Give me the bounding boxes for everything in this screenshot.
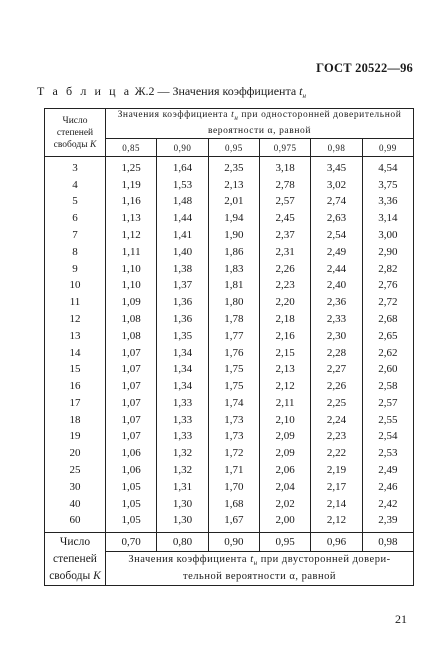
table-cell: 1,48 bbox=[172, 195, 193, 208]
table-cell: 1,35 bbox=[172, 329, 193, 342]
table-cell: 17 bbox=[69, 396, 81, 409]
table-cell: 2,58 bbox=[378, 380, 398, 393]
table-cell: 2,10 bbox=[275, 413, 295, 426]
table-cell: 2,25 bbox=[326, 396, 347, 409]
table-cell: 4 bbox=[72, 178, 78, 191]
table-cell: 2,82 bbox=[378, 262, 398, 275]
table-cell: 10 bbox=[69, 279, 81, 292]
two-sided-prob: 0,98 bbox=[362, 533, 413, 552]
page-number: 21 bbox=[395, 612, 407, 626]
prob-header: 0,85 bbox=[106, 139, 157, 157]
table-cell: 2,49 bbox=[326, 245, 347, 258]
k-symbol: K bbox=[89, 139, 97, 150]
table-cell: 2,62 bbox=[378, 346, 398, 359]
table-cell: 1,13 bbox=[121, 212, 141, 225]
table-cell: 1,36 bbox=[172, 296, 193, 309]
table-cell: 1,08 bbox=[121, 329, 141, 342]
table-cell: 1,06 bbox=[121, 447, 141, 460]
table-cell: 8 bbox=[72, 245, 78, 258]
table-cell: 1,64 bbox=[172, 161, 193, 174]
table-cell: 2,22 bbox=[326, 447, 347, 460]
table-cell: 1,05 bbox=[121, 497, 141, 510]
prob-header: 0,98 bbox=[311, 139, 362, 157]
table-cell: 1,67 bbox=[224, 514, 244, 527]
table-cell: 2,57 bbox=[275, 195, 295, 208]
table-cell: 2,14 bbox=[326, 497, 347, 510]
prob-header: 0,95 bbox=[208, 139, 259, 157]
table-cell: 1,74 bbox=[224, 396, 244, 409]
table-cell: 1,33 bbox=[172, 396, 193, 409]
table-cell: 3,75 bbox=[378, 178, 398, 191]
table-cell: 1,76 bbox=[224, 346, 244, 359]
table-cell: 2,74 bbox=[326, 195, 347, 208]
table-cell: 60 bbox=[69, 514, 81, 527]
table-cell: 6 bbox=[72, 212, 78, 225]
two-sided-description-line1: Значения коэффициента $t_н$ при двусторонней довери- bbox=[128, 554, 391, 567]
table-cell: 19 bbox=[69, 430, 81, 443]
table-cell: 2,37 bbox=[275, 228, 295, 241]
prob-header: 0,975 bbox=[259, 139, 310, 157]
table-cell: 2,30 bbox=[326, 329, 347, 342]
table-cell: 2,72 bbox=[378, 296, 398, 309]
table-cell: 1,10 bbox=[121, 262, 141, 275]
footer-k-label bbox=[45, 533, 106, 586]
table-cell: 2,31 bbox=[275, 245, 295, 258]
one-sided-header bbox=[106, 109, 414, 139]
table-cell: 1,06 bbox=[121, 464, 141, 477]
table-cell: 2,39 bbox=[378, 514, 398, 527]
two-sided-probability-row bbox=[45, 533, 414, 552]
two-sided-prob: 0,80 bbox=[157, 533, 208, 552]
table-cell: 1,40 bbox=[172, 245, 193, 258]
table-cell: 1,77 bbox=[224, 329, 244, 342]
table-cell: 1,07 bbox=[121, 430, 141, 443]
table-cell: 2,76 bbox=[378, 279, 398, 292]
table-cell: 2,02 bbox=[275, 497, 295, 510]
table-cell: 1,34 bbox=[172, 380, 193, 393]
caption-title: Значения коэффициента bbox=[172, 84, 297, 98]
table-cell: 1,16 bbox=[121, 195, 141, 208]
table-cell: 3,00 bbox=[378, 228, 398, 241]
table-cell: 2,13 bbox=[275, 363, 295, 376]
table-cell: 1,90 bbox=[224, 228, 244, 241]
values-column-090 bbox=[157, 157, 208, 533]
table-cell: 2,17 bbox=[326, 480, 347, 493]
caption-dash: — bbox=[157, 84, 170, 98]
table-cell: 1,73 bbox=[224, 413, 244, 426]
table-cell: 2,12 bbox=[275, 380, 295, 393]
table-cell: 2,26 bbox=[326, 380, 347, 393]
table-cell: 16 bbox=[69, 380, 81, 393]
two-sided-prob: 0,96 bbox=[311, 533, 362, 552]
table-cell: 12 bbox=[69, 312, 81, 325]
table-cell: 1,07 bbox=[121, 346, 141, 359]
table-cell: 2,40 bbox=[326, 279, 347, 292]
table-cell: 2,54 bbox=[326, 228, 347, 241]
table-cell: 2,49 bbox=[378, 464, 398, 477]
table-cell: 1,07 bbox=[121, 396, 141, 409]
table-cell: 1,19 bbox=[121, 178, 141, 191]
table-cell: 2,09 bbox=[275, 430, 295, 443]
table-cell: 1,36 bbox=[172, 312, 193, 325]
table-cell: 2,33 bbox=[326, 312, 347, 325]
table-cell: 2,12 bbox=[326, 514, 347, 527]
two-sided-prob: 0,90 bbox=[208, 533, 259, 552]
table-cell: 2,65 bbox=[378, 329, 398, 342]
table-cell: 11 bbox=[69, 296, 81, 309]
table-cell: 1,33 bbox=[172, 413, 193, 426]
table-cell: 2,46 bbox=[378, 480, 398, 493]
caption-symbol: t bbox=[299, 84, 303, 98]
table-cell: 2,57 bbox=[378, 396, 398, 409]
table-cell: 2,78 bbox=[275, 178, 295, 191]
prob-header: 0,99 bbox=[362, 139, 413, 157]
table-cell: 2,26 bbox=[275, 262, 295, 275]
table-cell: 1,10 bbox=[121, 279, 141, 292]
table-cell: 2,63 bbox=[326, 212, 347, 225]
k-header-line: свободы K bbox=[53, 139, 97, 150]
standard-code: ГОСТ 20522—96 bbox=[316, 61, 413, 75]
values-column-099 bbox=[362, 157, 413, 533]
table-cell: 25 bbox=[69, 464, 81, 477]
table-cell: 1,34 bbox=[172, 363, 193, 376]
table-cell: 1,44 bbox=[172, 212, 193, 225]
table-cell: 1,05 bbox=[121, 514, 141, 527]
table-cell: 40 bbox=[69, 497, 81, 510]
table-cell: 1,72 bbox=[224, 447, 244, 460]
footer-k-line: степеней bbox=[53, 552, 97, 565]
table-cell: 3,36 bbox=[378, 195, 398, 208]
table-cell: 1,53 bbox=[172, 178, 193, 191]
table-cell: 2,44 bbox=[326, 262, 347, 275]
k-values-column bbox=[45, 157, 106, 533]
table-cell: 1,07 bbox=[121, 363, 141, 376]
table-cell: 2,23 bbox=[275, 279, 295, 292]
table-cell: 1,83 bbox=[224, 262, 244, 275]
table-cell: 1,86 bbox=[224, 245, 244, 258]
table-cell: 1,09 bbox=[121, 296, 141, 309]
table-cell: 2,11 bbox=[275, 396, 295, 409]
table-caption bbox=[37, 84, 306, 100]
table-cell: 1,38 bbox=[172, 262, 193, 275]
k-column-header bbox=[45, 109, 106, 157]
table-cell: 1,25 bbox=[121, 161, 141, 174]
table-cell: 2,28 bbox=[326, 346, 347, 359]
two-sided-prob: 0,95 bbox=[259, 533, 310, 552]
table-cell: 2,16 bbox=[275, 329, 295, 342]
table-cell: 1,37 bbox=[172, 279, 193, 292]
table-cell: 5 bbox=[72, 195, 78, 208]
table-cell: 2,00 bbox=[275, 514, 295, 527]
table-cell: 2,36 bbox=[326, 296, 347, 309]
table-cell: 2,18 bbox=[275, 312, 295, 325]
table-cell: 1,75 bbox=[224, 363, 244, 376]
table-cell: 1,75 bbox=[224, 380, 244, 393]
table-cell: 1,70 bbox=[224, 480, 244, 493]
values-column-095 bbox=[208, 157, 259, 533]
table-cell: 2,68 bbox=[378, 312, 398, 325]
table-cell: 1,81 bbox=[224, 279, 244, 292]
table-cell: 2,23 bbox=[326, 430, 347, 443]
table-cell: 1,07 bbox=[121, 413, 141, 426]
table-cell: 2,27 bbox=[326, 363, 347, 376]
table-cell: 1,30 bbox=[172, 514, 193, 527]
table-cell: 1,11 bbox=[121, 245, 141, 258]
footer-k-line: Число bbox=[59, 535, 91, 548]
table-cell: 3,14 bbox=[378, 212, 398, 225]
table-cell: 3 bbox=[72, 161, 78, 174]
table-cell: 1,94 bbox=[224, 212, 244, 225]
table-cell: 4,54 bbox=[378, 161, 398, 174]
data-row bbox=[45, 157, 414, 533]
table-cell: 2,45 bbox=[275, 212, 295, 225]
table-cell: 2,54 bbox=[378, 430, 398, 443]
values-column-098 bbox=[311, 157, 362, 533]
table-cell: 3,18 bbox=[275, 161, 295, 174]
table-cell: 1,32 bbox=[172, 464, 193, 477]
table-cell: 2,53 bbox=[378, 447, 398, 460]
prob-header: 0,90 bbox=[157, 139, 208, 157]
table-cell: 1,08 bbox=[121, 312, 141, 325]
table-cell: 1,71 bbox=[224, 464, 244, 477]
table-cell: 2,04 bbox=[275, 480, 295, 493]
two-sided-description-line2: тельной вероятности α, равной bbox=[183, 571, 336, 582]
table-cell: 2,90 bbox=[378, 245, 398, 258]
one-sided-header-line2: вероятности α, равной bbox=[207, 126, 312, 136]
two-sided-description bbox=[106, 552, 414, 586]
table-cell: 3,02 bbox=[326, 178, 347, 191]
table-cell: 2,42 bbox=[378, 497, 398, 510]
coefficient-table bbox=[44, 108, 414, 586]
table-cell: 1,78 bbox=[224, 312, 244, 325]
table-cell: 2,24 bbox=[326, 413, 347, 426]
caption-subscript: н bbox=[302, 92, 306, 100]
two-sided-prob: 0,70 bbox=[106, 533, 157, 552]
table-cell: 1,12 bbox=[121, 228, 141, 241]
values-column-0975 bbox=[259, 157, 310, 533]
table-cell: 3,45 bbox=[326, 161, 347, 174]
table-cell: 2,01 bbox=[224, 195, 244, 208]
table-cell: 2,09 bbox=[275, 447, 295, 460]
k-header-line: Число bbox=[62, 115, 88, 126]
table-cell: 14 bbox=[69, 346, 81, 359]
table-cell: 2,20 bbox=[275, 296, 295, 309]
table-cell: 20 bbox=[69, 447, 81, 460]
table-cell: 1,41 bbox=[172, 228, 193, 241]
table-cell: 1,33 bbox=[172, 430, 193, 443]
footer-k-line: свободы K bbox=[49, 569, 101, 582]
caption-prefix: Т а б л и ц а bbox=[37, 84, 132, 98]
table-cell: 2,55 bbox=[378, 413, 398, 426]
table-cell: 1,34 bbox=[172, 346, 193, 359]
table-cell: 13 bbox=[69, 329, 81, 342]
table-cell: 1,68 bbox=[224, 497, 244, 510]
table-cell: 2,06 bbox=[275, 464, 295, 477]
one-sided-header-line1: Значения коэффициента $t_н$ при односторонней доверительной bbox=[117, 110, 402, 122]
table-cell: 2,19 bbox=[326, 464, 347, 477]
table-header-row bbox=[45, 109, 414, 139]
table-cell: 1,30 bbox=[172, 497, 193, 510]
table-cell: 2,35 bbox=[224, 161, 244, 174]
values-column-085 bbox=[106, 157, 157, 533]
table-cell: 1,05 bbox=[121, 480, 141, 493]
table-cell: 2,13 bbox=[224, 178, 244, 191]
table-cell: 1,32 bbox=[172, 447, 193, 460]
table-cell: 15 bbox=[69, 363, 81, 376]
table-cell: 30 bbox=[69, 480, 81, 493]
table-cell: 9 bbox=[72, 262, 78, 275]
table-cell: 1,31 bbox=[172, 480, 193, 493]
k-header-line: степеней bbox=[56, 127, 94, 138]
table-cell: 1,07 bbox=[121, 380, 141, 393]
table-cell: 1,80 bbox=[224, 296, 244, 309]
table-cell: 7 bbox=[72, 228, 78, 241]
footer-k-symbol: K bbox=[93, 569, 101, 582]
table-cell: 2,15 bbox=[275, 346, 295, 359]
table-cell: 1,73 bbox=[224, 430, 244, 443]
caption-number: Ж.2 bbox=[134, 84, 155, 98]
table-cell: 2,60 bbox=[378, 363, 398, 376]
table-cell: 18 bbox=[69, 413, 81, 426]
